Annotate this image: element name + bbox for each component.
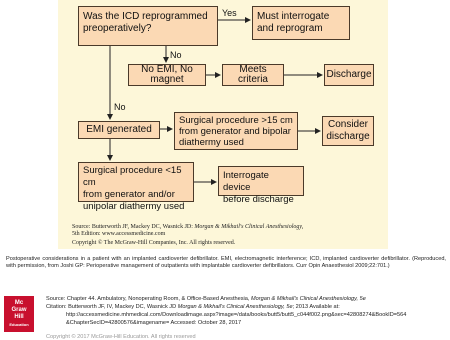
citation-title: Morgan & Mikhail's Clinical Anesthesiology, 5e bbox=[177, 304, 293, 310]
no-label-2: No bbox=[114, 102, 126, 112]
figure-source-edition: 5th Edition: www.accessmedicine.com bbox=[72, 231, 166, 237]
surgical-under-15cm-box: Surgical procedure <15 cm from generator and/or unipolar diathermy used bbox=[78, 162, 194, 202]
consider-discharge-box: Consider discharge bbox=[322, 116, 374, 146]
discharge-box: Discharge bbox=[324, 64, 374, 86]
citation-suffix: ; 2013 Available at: bbox=[292, 304, 340, 310]
figure-copyright: Copyright © The McGraw-Hill Companies, Inc. All rights reserved. bbox=[72, 240, 236, 246]
citation-line bbox=[46, 304, 340, 311]
citation-source-title: Morgan & Mikhail's Clinical Anesthesiology, 5e bbox=[251, 296, 366, 302]
yes-label: Yes bbox=[222, 8, 237, 18]
figure-caption: Postoperative considerations in a patient with an implanted cardioverter defibrillator. EMI, electromagnetic interference; ICD, implanted cardioverter defibrillator. (Reproduced, with permission, from Joshi GP: Perioperative management of outpatients with implantable cardioverter defibrillators. Curr Opin Anaesthesiol 2009;22:701.) bbox=[6, 256, 446, 269]
no-label-1: No bbox=[170, 50, 182, 60]
must-interrogate-box: Must interrogate and reprogram bbox=[252, 6, 350, 40]
surgical-over-15cm-box: Surgical procedure >15 cm from generator and bipolar diathermy used bbox=[174, 112, 298, 150]
figure-source-title: Morgan & Mikhail's Clinical Anesthesiology, bbox=[194, 224, 304, 230]
copyright-notice: Copyright © 2017 McGraw-Hill Education. All rights reserved bbox=[46, 334, 196, 340]
emi-generated-box: EMI generated bbox=[78, 121, 160, 139]
meets-criteria-box: Meets criteria bbox=[222, 64, 284, 86]
citation-source bbox=[46, 296, 366, 303]
logo-line-1: Mc bbox=[14, 300, 24, 306]
logo-line-4: Education bbox=[9, 322, 29, 327]
citation-source-prefix: Source: Chapter 44. Ambulatory, Nonoperating Room, & Office-Based Anesthesia, bbox=[46, 296, 252, 302]
question-icd-reprogrammed: Was the ICD reprogrammed preoperatively? bbox=[78, 6, 218, 46]
figure-source bbox=[72, 224, 303, 238]
mcgraw-hill-logo bbox=[4, 296, 34, 332]
citation-url-2[interactable]: &ChapterSecID=42800576&imagename= Accessed: October 28, 2017 bbox=[66, 320, 242, 326]
no-emi-box: No EMI, No magnet bbox=[128, 64, 206, 86]
logo-line-3: Hill bbox=[14, 314, 24, 320]
logo-line-2: Graw bbox=[11, 307, 27, 313]
citation-footer bbox=[0, 296, 450, 338]
figure-source-prefix: Source: Butterworth JF, Mackey DC, Wasnick JD: bbox=[72, 224, 195, 230]
citation-prefix: Citation: Butterworth JF, IV, Mackey DC, Wasnick JD bbox=[46, 304, 178, 310]
citation-url-1[interactable]: http://accessmedicine.mhmedical.com/Downloadimage.aspx?image=/data/books/butt5/butt5_c044f002.png&sec=42808274&BookID=564 bbox=[66, 312, 407, 318]
interrogate-device-box: Interrogate device before discharge bbox=[218, 166, 304, 196]
